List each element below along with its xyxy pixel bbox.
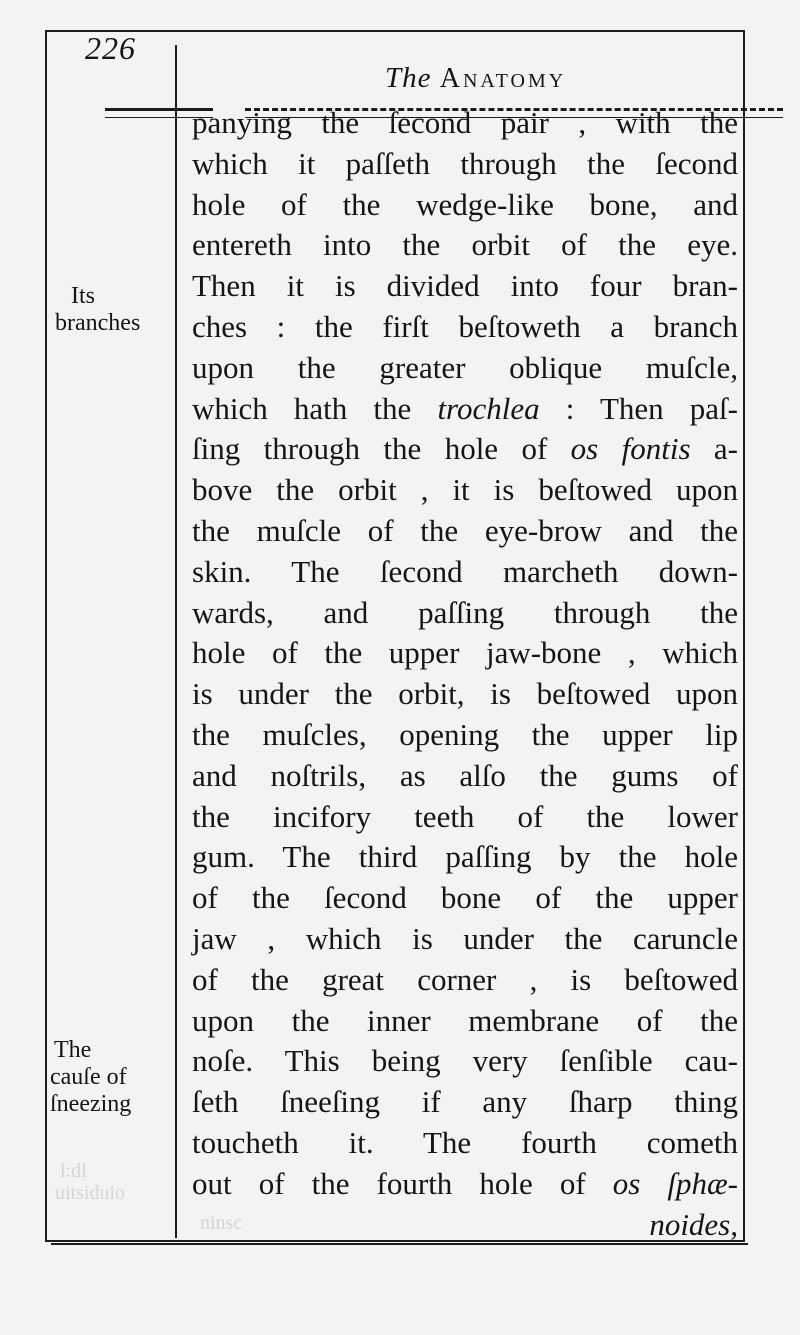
margin-note-line: ſneezing	[50, 1091, 132, 1117]
margin-note-branches	[55, 283, 170, 337]
latin-term-os-fontis: os fontis	[570, 431, 691, 467]
text-segment: out of the fourth hole of	[192, 1165, 613, 1201]
margin-note-line: cauſe of	[50, 1064, 127, 1090]
text-line: toucheth it. The fourth cometh	[192, 1124, 738, 1160]
text-line: gum. The third paſſing by the hole	[192, 839, 738, 875]
text-segment: ſing through the hole of	[192, 431, 571, 467]
bleed-through-text: ninsc	[200, 1212, 243, 1234]
text-line: ſeth ſneeſing if any ſharp thing	[192, 1084, 738, 1120]
text-line: upon the inner membrane of the	[192, 1002, 738, 1038]
text-line	[192, 1164, 738, 1205]
text-line: which it paſſeth through the ſecond	[192, 145, 738, 181]
margin-note-line: branches	[55, 310, 141, 336]
running-head	[385, 62, 566, 95]
text-line: is under the orbit, is beſtowed upon	[192, 676, 738, 712]
text-line	[192, 429, 738, 470]
text-line: of the ſecond bone of the upper	[192, 880, 738, 916]
page-header	[45, 30, 745, 100]
text-line: the incifory teeth of the lower	[192, 798, 738, 834]
text-line: and noſtrils, as alſo the gums of	[192, 757, 738, 793]
running-head-the: The	[385, 62, 432, 94]
bleed-through-text: uitsiduio	[55, 1182, 126, 1204]
text-segment: a-	[690, 431, 738, 467]
catchword: noides,	[649, 1206, 738, 1242]
text-line: entereth into the orbit of the eye.	[192, 227, 738, 263]
latin-term-os-sphaenoides: os ſphæ-	[612, 1165, 738, 1201]
margin-note-line: The	[54, 1037, 92, 1063]
text-line: ches : the firſt beſtoweth a branch	[192, 308, 738, 344]
text-line: hole of the upper jaw-bone , which	[192, 635, 738, 671]
text-segment: : Then paſ-	[539, 390, 738, 426]
text-line: wards, and paſſing through the	[192, 594, 738, 630]
text-line: Then it is divided into four bran-	[192, 268, 738, 304]
text-line: bove the orbit , it is beſtowed upon	[192, 472, 738, 508]
running-head-title: Anatomy	[439, 63, 567, 94]
text-line: of the great corner , is beſtowed	[192, 961, 738, 997]
text-line: the muſcle of the eye-brow and the	[192, 512, 738, 548]
text-line: skin. The ſecond marcheth down-	[192, 553, 738, 589]
text-segment: which hath the	[192, 390, 438, 426]
page-number: 226	[85, 30, 136, 66]
margin-note-sneezing	[50, 1037, 170, 1118]
text-line: hole of the wedge-like bone, and	[192, 186, 738, 222]
text-line	[192, 389, 738, 430]
text-line: upon the greater oblique muſcle,	[192, 349, 738, 385]
body-text	[192, 103, 738, 1245]
text-line: the muſcles, opening the upper lip	[192, 716, 738, 752]
margin-divider	[175, 45, 177, 1238]
text-line: panying the ſecond pair , with the	[192, 105, 738, 140]
text-line: jaw , which is under the caruncle	[192, 920, 738, 956]
text-line: noſe. This being very ſenſible cau-	[192, 1043, 738, 1079]
bleed-through-text: l:dl	[60, 1160, 87, 1182]
latin-term-trochlea: trochlea	[437, 390, 540, 426]
margin-note-line: Its	[71, 283, 95, 309]
